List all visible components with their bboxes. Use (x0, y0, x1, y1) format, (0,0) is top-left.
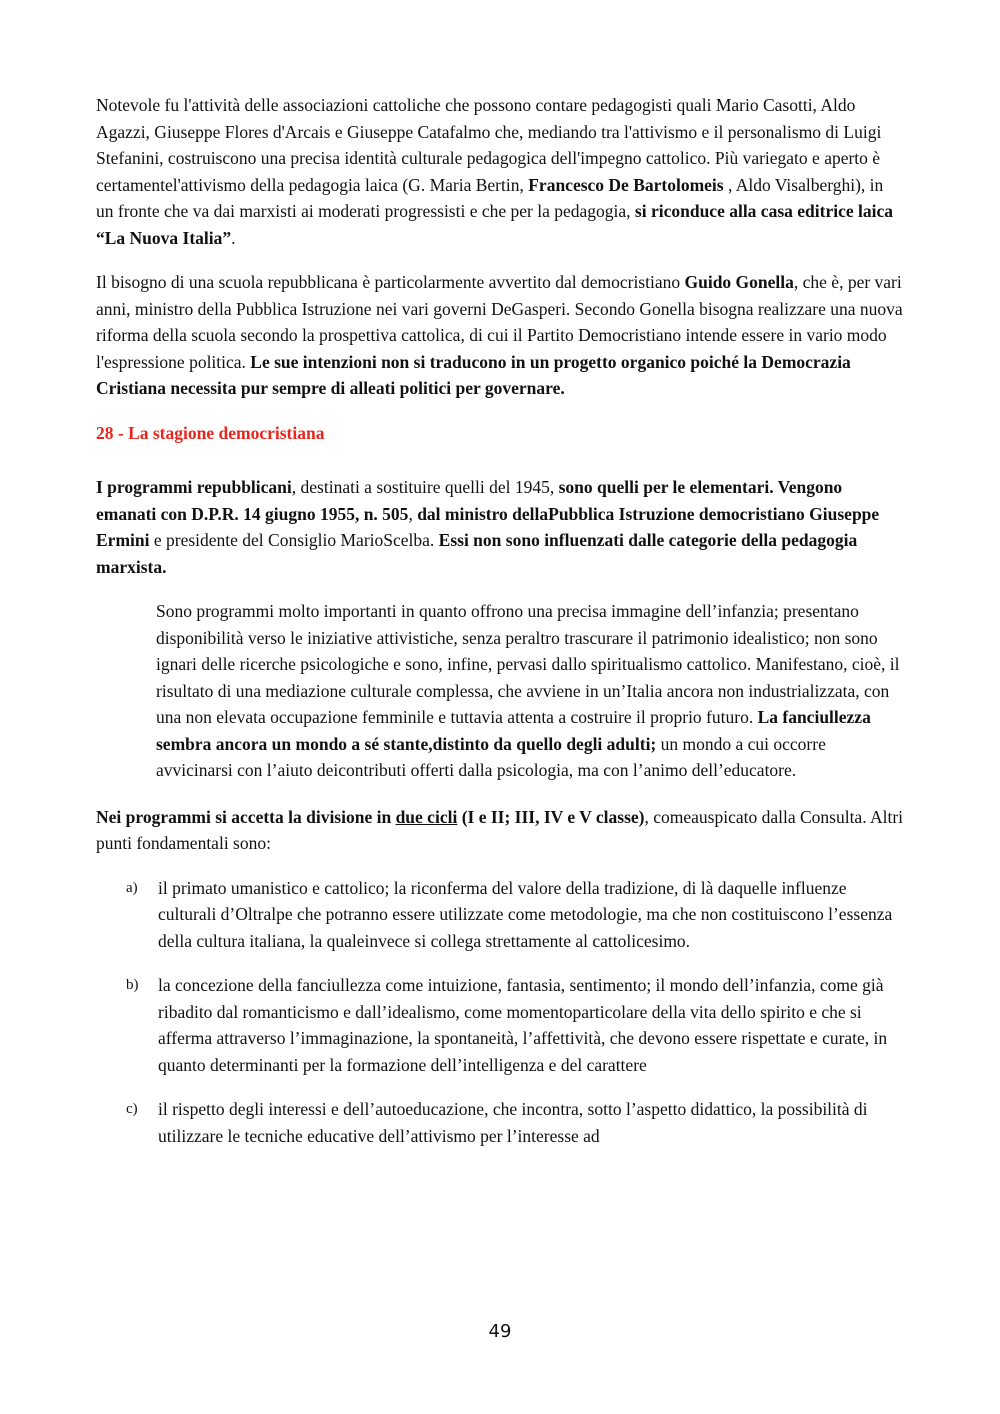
text-run: Notevole fu l'attività delle associazioni cattoliche che possono contare pedagogisti quali Mario Casotti, Aldo Agazzi, Giuseppe Flores d'Arcais e Giuseppe Catafalmo che, mediando tra l'attivismo e il personalismo di Luigi Stefanini, costruiscono una precisa identità culturale pedagogica dell'impegno cattolico. Più variegato e aperto è certamentel'attivismo della pedagogia laica (G. Maria Bertin, (96, 95, 882, 195)
list-item (126, 972, 904, 1078)
text-run: , destinati a sostituire quelli del 1945, (291, 477, 559, 497)
bold-text: Francesco De Bartolomeis (528, 174, 724, 195)
section-heading: 28 - La stagione democristiana (96, 422, 325, 443)
text-run: , Aldo Visalberghi), in un fronte che va dai marxisti ai moderati progressisti e che per la pedagogia, (96, 174, 884, 221)
list-item (126, 1096, 904, 1149)
list-item-text: il rispetto degli interessi e dell’autoeducazione, che incontra, sotto l’aspetto didattico, la possibilità di utilizzare le tecniche educative dell’attivismo per l’interesse ad (158, 1099, 868, 1146)
bold-text: (I e II; III, IV e V classe) (457, 806, 645, 827)
list-marker: b) (126, 977, 139, 993)
fundamental-points-list (96, 875, 904, 1150)
list-item (126, 875, 904, 955)
text-run: , comeauspicato dalla Consulta. Altri punti fondamentali sono: (96, 806, 904, 853)
document-page (96, 92, 904, 1167)
bold-text: dal ministro dellaPubblica Istruzione democristiano Giuseppe Ermini (96, 503, 880, 550)
bold-text: si riconduce alla casa editrice laica “La Nuova Italia” (96, 201, 893, 248)
bold-text: Essi non sono influenzati dalle categorie della pedagogia marxista. (96, 530, 858, 577)
list-item-text: la concezione della fanciullezza come intuizione, fantasia, sentimento; il mondo dell’infanzia, come già ribadito dal romanticismo e dall’idealismo, come momentoparticolare della vita dello spirito e che si afferma attraverso l’immaginazione, la spontaneità, l’affettività, che devono essere rispettate e curate, in quanto determinanti per la formazione dell’intelligenza e del carattere (158, 975, 888, 1075)
block-quote (156, 598, 904, 784)
bold-text: sono quelli per le elementari. Vengono emanati con D.P.R. 14 giugno 1955, n. 505 (96, 477, 843, 524)
text-run: un mondo a cui occorre avvicinarsi con l’aiuto deicontributi offerti dalla psicologia, ma con l’animo dell’educatore. (156, 733, 826, 780)
text-run: Il bisogno di una scuola repubblicana è particolarmente avvertito dal democristiano (96, 272, 685, 292)
bold-text: due cicli (395, 806, 458, 827)
bold-text: Nei programmi si accetta la divisione in (96, 806, 396, 827)
text-run: e presidente del Consiglio MarioScelba. (149, 530, 439, 550)
paragraph-catholic-associations (96, 92, 904, 251)
text-run: Sono programmi molto importanti in quanto offrono una precisa immagine dell’infanzia; presentano disponibilità verso le iniziative attivistiche, senza peraltro trascurare il patrimonio idealistico; non sono ignari delle ricerche psicologiche e sono, infine, pervasi dallo spiritualismo cattolico. Manifestano, cioè, il risultato di una mediazione culturale complessa, che avviene in un’Italia ancora non industrializzata, con una non elevata occupazione femminile e tuttavia attenta a costruire il proprio futuro. (156, 601, 900, 727)
bold-text: Le sue intenzioni non si traducono in un progetto organico poiché la Democrazia Cristiana necessita pur sempre di alleati politici per governare. (96, 351, 851, 398)
bold-text: I programmi repubblicani (96, 477, 292, 497)
bold-text: La fanciullezza sembra ancora un mondo a sé stante,distinto da quello degli adulti; (156, 707, 871, 754)
page-number: 49 (488, 1321, 512, 1342)
list-marker: a) (126, 879, 138, 896)
text-run: , che è, per vari anni, ministro della Pubblica Istruzione nei vari governi DeGasperi. Secondo Gonella bisogna realizzare una nuova riforma della scuola secondo la prospettiva cattolica, di cui il Partito Democristiano intende essere in vario modo l'espressione politica. (96, 272, 903, 372)
bold-text: Guido Gonella (684, 272, 794, 292)
text-run: . (231, 227, 236, 248)
paragraph-two-cycles (96, 804, 904, 857)
paragraph-gonella (96, 269, 904, 402)
list-marker: c) (126, 1101, 138, 1117)
paragraph-republican-programs (96, 474, 904, 580)
text-run: , (408, 503, 418, 524)
list-item-text: il primato umanistico e cattolico; la riconferma del valore della tradizione, di là daquelle influenze culturali d’Oltralpe che potranno essere utilizzate come metodologie, ma che non costituiscono l’essenza della cultura italiana, la qualeinvece si collega strettamente al cattolicesimo. (158, 877, 893, 951)
